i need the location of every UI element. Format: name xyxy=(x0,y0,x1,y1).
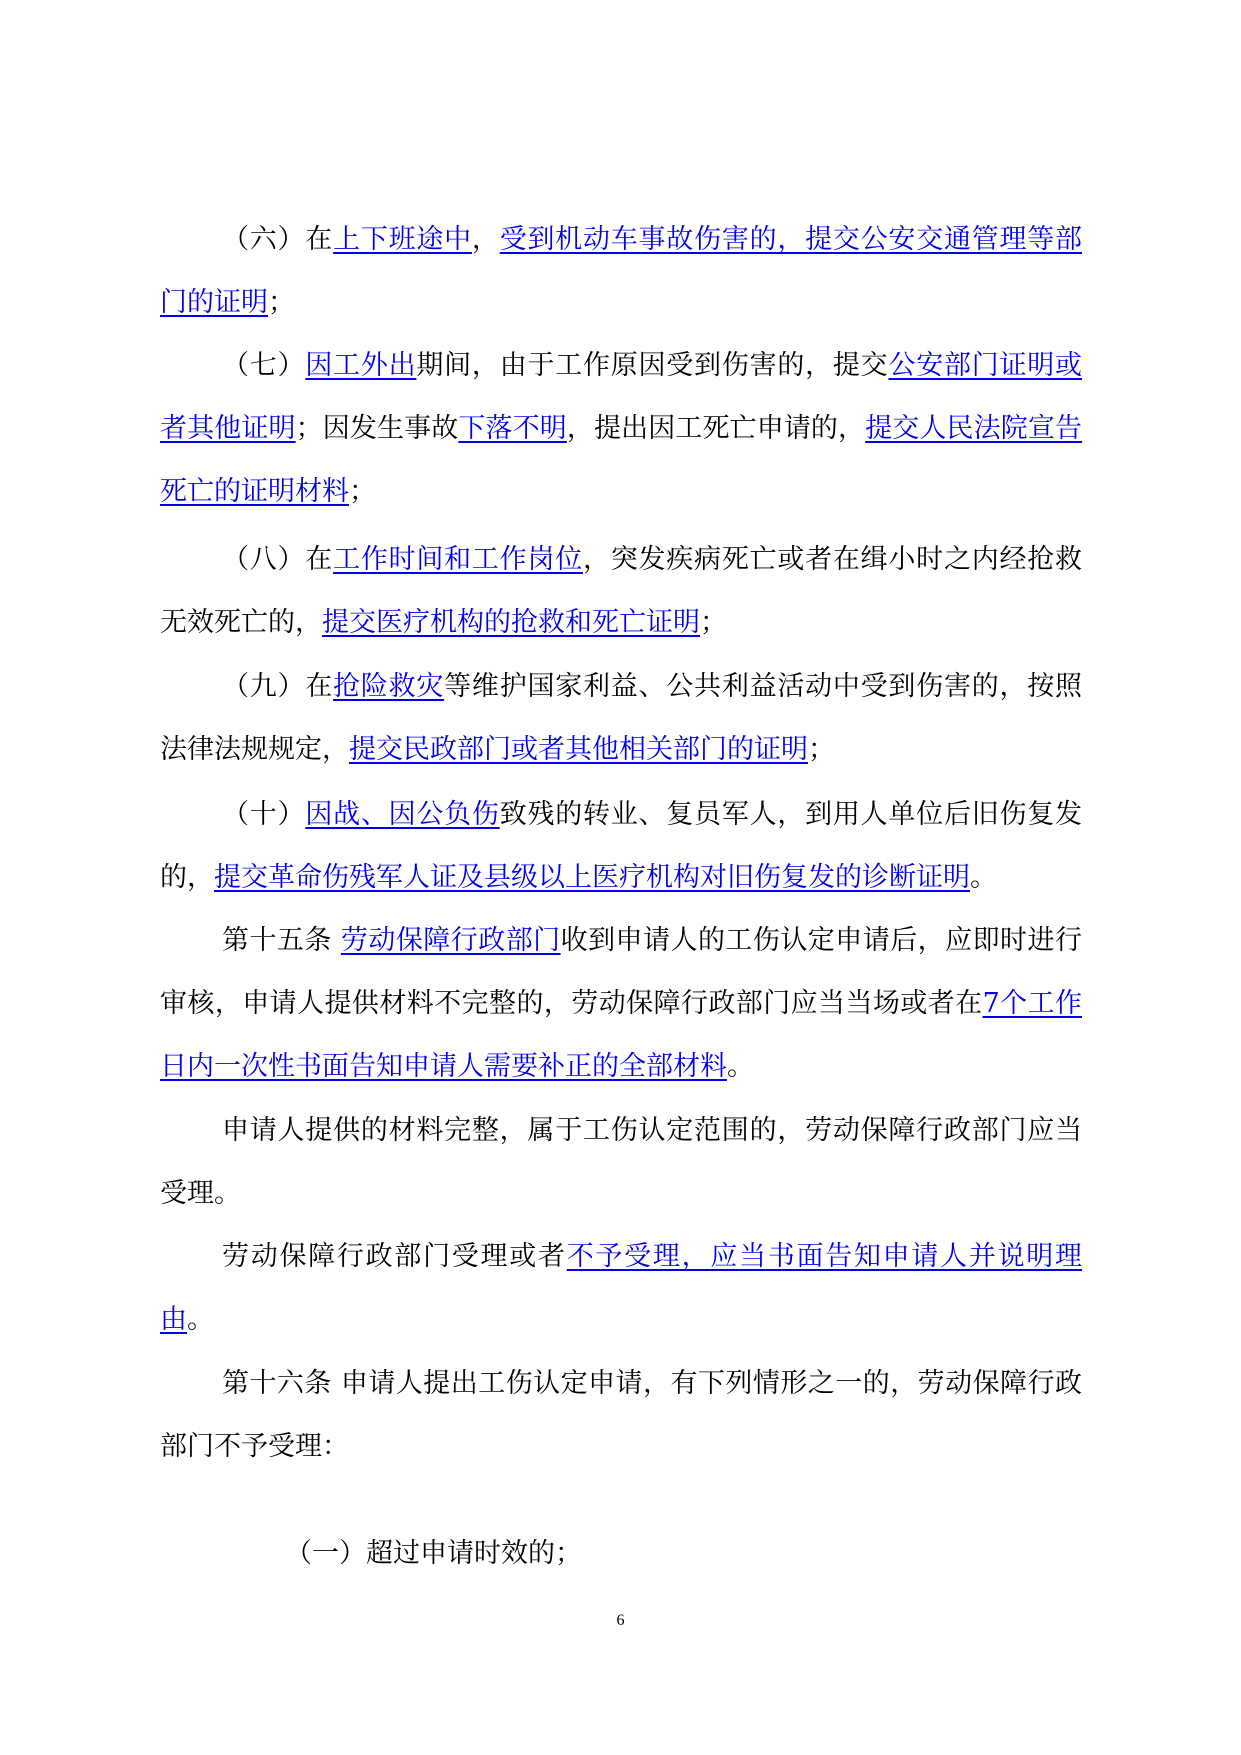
text-segment: 期间，由于工作原因受到伤害的，提交 xyxy=(416,350,889,381)
text-segment: 第十六条 申请人提出工伤认定申请，有下列情形之一的，劳动保障行政部门不予受理： xyxy=(160,1368,1082,1462)
link-civil-affairs-proof[interactable]: 提交民政部门或者其他相关部门的证明 xyxy=(349,734,808,765)
text-segment: 申请人提供的材料完整，属于工伤认定范围的，劳动保障行政部门应当受理。 xyxy=(160,1115,1082,1209)
text-segment: ； xyxy=(700,607,727,638)
link-medical-death-proof[interactable]: 提交医疗机构的抢救和死亡证明 xyxy=(322,607,700,638)
text-segment: 。 xyxy=(727,1051,754,1082)
text-segment: ， xyxy=(471,224,500,255)
text-segment: （八）在 xyxy=(222,544,334,575)
paragraph-item-10 xyxy=(160,783,1082,909)
page-number: 6 xyxy=(616,1612,625,1629)
link-seven-workdays[interactable]: 7个工作日内一次性书面告知申请人需要补正的全部材料 xyxy=(160,988,1082,1082)
link-working-hours-post[interactable]: 工作时间和工作岗位 xyxy=(333,544,583,575)
paragraph-article-16 xyxy=(160,1352,1082,1478)
paragraph-item-6 xyxy=(160,208,1082,334)
link-business-travel[interactable]: 因工外出 xyxy=(305,350,417,381)
text-segment: 劳动保障行政部门受理或者 xyxy=(222,1241,567,1272)
text-segment: 。 xyxy=(970,862,997,893)
text-segment: 第十五条 xyxy=(222,925,341,956)
link-commute[interactable]: 上下班途中 xyxy=(333,224,472,255)
text-segment: 收到申请人的工伤认定申请后，应即时进行审核，申请人提供材料不完整的，劳动保障行政部门应当当场或者在 xyxy=(160,925,1082,1019)
link-reject-reason[interactable]: 不予受理，应当书面告知申请人并说明理由 xyxy=(160,1241,1083,1335)
text-segment: （九）在 xyxy=(222,671,334,702)
text-segment: ； xyxy=(268,287,295,318)
text-segment: （六）在 xyxy=(222,224,334,255)
text-segment: （七） xyxy=(222,350,306,381)
text-segment: 。 xyxy=(187,1304,214,1335)
link-war-injury[interactable]: 因战、因公负伤 xyxy=(305,799,500,830)
paragraph-accept xyxy=(160,1099,1082,1225)
link-labor-department[interactable]: 劳动保障行政部门 xyxy=(340,925,561,956)
paragraph-item-9 xyxy=(160,655,1082,781)
list-item-one: （一）超过申请时效的； xyxy=(285,1538,582,1569)
text-segment: （十） xyxy=(222,799,306,830)
text-segment: ； xyxy=(349,476,376,507)
paragraph-article-15 xyxy=(160,909,1082,1098)
text-segment: ；因发生事故 xyxy=(295,413,459,444)
text-segment: ，提出因工死亡申请的， xyxy=(566,413,866,444)
paragraph-item-8 xyxy=(160,528,1082,654)
link-traffic-accident-proof[interactable]: 受到机动车事故伤害的，提交公安交通管理等部门的证明 xyxy=(160,224,1083,318)
link-court-death-proof[interactable]: 提交人民法院宣告死亡的证明材料 xyxy=(160,413,1083,507)
link-disabled-veteran-proof[interactable]: 提交革命伤残军人证及县级以上医疗机构对旧伤复发的诊断证明 xyxy=(214,862,970,893)
link-police-proof[interactable]: 公安部门证明或者其他证明 xyxy=(160,350,1083,444)
link-missing[interactable]: 下落不明 xyxy=(458,413,567,444)
text-segment: 等维护国家利益、公共利益活动中受到伤害的，按照法律法规规定， xyxy=(160,671,1083,765)
paragraph-reject-notice xyxy=(160,1225,1082,1351)
text-segment: ，突发疾病死亡或者在缉小时之内经抢救无效死亡的， xyxy=(160,544,1083,638)
text-segment: ； xyxy=(808,734,835,765)
link-rescue-relief[interactable]: 抢险救灾 xyxy=(333,671,445,702)
paragraph-item-7 xyxy=(160,334,1082,523)
text-segment: 致残的转业、复员军人，到用人单位后旧伤复发的， xyxy=(160,799,1083,893)
